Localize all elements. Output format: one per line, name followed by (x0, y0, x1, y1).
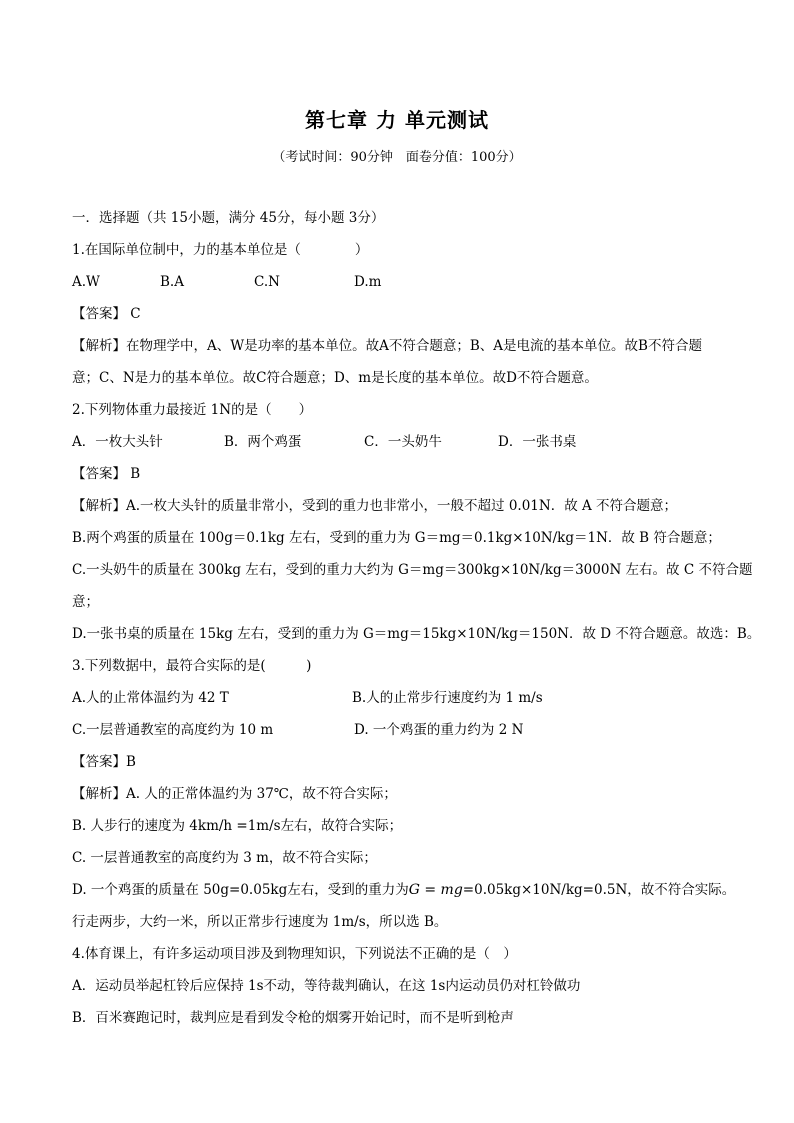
question-2-stem: 2.下列物体重力最接近 1N的是（ ） (72, 402, 313, 418)
question-1-stem: 1.在国际单位制中，力的基本单位是（ ） (72, 242, 369, 258)
question-4-option-a: A．运动员举起杠铃后应保持 1s不动，等待裁判确认，在这 1s内运动员仍对杠铃做功 (72, 978, 581, 994)
page-title: 第七章 力 单元测试 (305, 108, 489, 132)
question-3-analysis: B. 人步行的速度为 4km/h =1m/s左右，故符合实际； (72, 818, 403, 834)
option: C.N (254, 274, 280, 290)
question-3-analysis: 行走两步，大约一米，所以正常步行速度为 1m/s，所以选 B。 (72, 914, 448, 930)
question-3-stem: 3.下列数据中，最符合实际的是( ) (72, 658, 312, 674)
gravity-formula: G = mg (408, 882, 463, 898)
exam-info: （考试时间：90分钟 面卷分值：100分） (272, 150, 522, 165)
question-1-answer: 【答案】 C (72, 306, 141, 322)
question-3-analysis: 【解析】A. 人的正常体温约为 37℃，故不符合实际； (72, 786, 397, 802)
analysis-text: =0.05kg×10N/kg=0.5N，故不符合实际。 (462, 882, 736, 898)
analysis-text: D. 一个鸡蛋的质量在 50g=0.05kg左右，受到的重力为 (72, 882, 409, 898)
question-3-analysis: C. 一层普通教室的高度约为 3 m，故不符合实际； (72, 850, 377, 866)
option: A．一枚大头针 (72, 434, 163, 450)
question-4-stem: 4.体育课上，有许多运动项目涉及到物理知识，下列说法不正确的是（ ） (72, 946, 517, 962)
option: A.人的止常体温约为 42 T (72, 690, 229, 706)
question-2-analysis: 意； (72, 594, 99, 610)
question-1-analysis: 意；C、N是力的基本单位。故C符合题意；D、m是长度的基本单位。故D不符合题意。 (72, 370, 598, 386)
option: B.A (160, 274, 184, 290)
question-3-answer: 【答案】B (72, 754, 136, 770)
option: D．一张书桌 (498, 434, 577, 450)
option: D.m (354, 274, 382, 290)
question-2-analysis: C.一头奶牛的质量在 300kg 左右，受到的重力大约为 G＝mg＝300kg×10N/kg＝3000N 左右。故 C 不符合题 (72, 562, 753, 578)
question-4-option-b: B．百米赛跑记时，裁判应是看到发令枪的烟雾开始记时，而不是听到枪声 (72, 1010, 514, 1026)
option: B.人的止常步行速度约为 1 m/s (352, 690, 543, 706)
option: C．一头奶牛 (364, 434, 442, 450)
question-1-analysis: 【解析】在物理学中，A、W是功率的基本单位。故A不符合题意；B、A是电流的基本单位。故B不符合题 (72, 338, 702, 354)
option: B．两个鸡蛋 (224, 434, 302, 450)
option: A.W (72, 274, 100, 290)
option: C.一层普通教室的高度约为 10 m (72, 722, 274, 738)
section-heading: 一．选择题（共 15小题，满分 45分，每小题 3分） (72, 210, 385, 226)
question-2-analysis: D.一张书桌的质量在 15kg 左右，受到的重力为 G＝mg＝15kg×10N/kg＝150N．故 D 不符合题意。故选：B。 (72, 626, 761, 642)
question-2-answer: 【答案】 B (72, 466, 141, 482)
question-2-analysis: 【解析】A.一枚大头针的质量非常小，受到的重力也非常小，一般不超过 0.01N．故 A 不符合题意； (72, 498, 678, 514)
question-3-analysis (72, 880, 735, 900)
question-2-analysis: B.两个鸡蛋的质量在 100g＝0.1kg 左右，受到的重力为 G＝mg＝0.1kg×10N/kg＝1N．故 B 符合题意； (72, 530, 721, 546)
option: D. 一个鸡蛋的重力约为 2 N (354, 722, 524, 738)
